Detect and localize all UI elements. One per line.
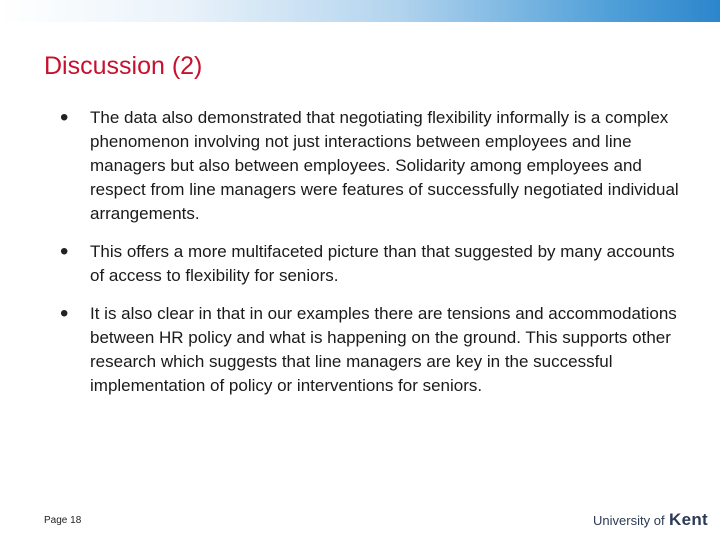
bullet-icon: •: [60, 104, 69, 131]
bullet-text: The data also demonstrated that negotiating flexibility informally is a complex phenomenon involving not just interactions between employees and line managers but also between employees. Solidarity among employees and respect from line managers were features of successfully negotiated individual arrangements.: [90, 108, 679, 223]
logo-name: Kent: [669, 510, 708, 529]
page-number: Page 18: [44, 515, 82, 526]
top-gradient-banner: [0, 0, 720, 22]
bullet-item: [60, 106, 690, 226]
logo-prefix: University of: [593, 513, 665, 528]
bullet-text: It is also clear in that in our examples there are tensions and accommodations between HR policy and what is happening on the ground. This supports other research which suggests that line managers are key in the successful implementation of policy or interventions for seniors.: [90, 304, 677, 395]
bullet-icon: •: [60, 300, 69, 327]
university-of-kent-logo: [593, 510, 708, 530]
bullet-item: [60, 302, 690, 398]
bullet-text: This offers a more multifaceted picture than that suggested by many accounts of access to flexibility for seniors.: [90, 242, 675, 285]
bullet-icon: •: [60, 238, 69, 265]
bullet-list: [60, 106, 690, 412]
slide-title: Discussion (2): [44, 52, 203, 80]
bullet-item: [60, 240, 690, 288]
